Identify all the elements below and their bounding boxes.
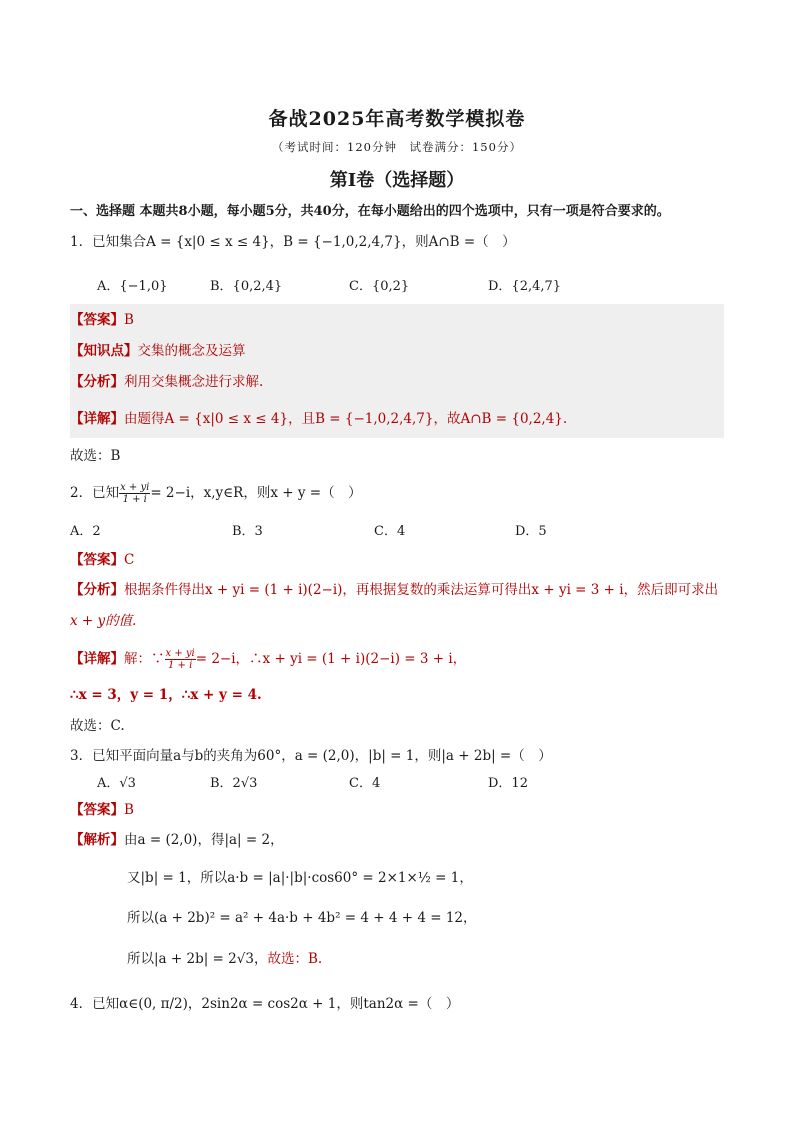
q1-answer-value: B	[124, 312, 134, 328]
q4-stem: 4．已知α∈(0, π/2)，2sin2α = cos2α + 1，则tan2α =（ ）	[70, 996, 460, 1012]
q1-detail-text: 由题得A = {x|0 ≤ x ≤ 4}，且B = {−1,0,2,4,7}，故A∩B = {0,2,4}.	[124, 411, 568, 427]
answer-tag: 【答案】	[70, 312, 124, 328]
q2-detail-start: 解：∵	[124, 651, 165, 667]
section-intro: 一、选择题 本题共8小题，每小题5分，共40分，在每小题给出的四个选项中，只有一项是符合要求的。	[70, 204, 670, 219]
q2-analysis-text: 根据条件得出x + yi = (1 + i)(2−i)，再根据复数的乘法运算可得出x + yi = 3 + i，然后即可求出	[124, 582, 719, 598]
volume-title: 第Ⅰ卷（选择题）	[329, 170, 465, 191]
q1-option-a: A．{−1,0}	[97, 279, 168, 294]
q3-stem: 3．已知平面向量a与b的夹角为60°，a = (2,0)，|b| = 1，则|a + 2b| =（ ）	[70, 748, 552, 764]
q3-option-b: B．2√3	[210, 776, 258, 791]
exam-title: 备战2025年高考数学模拟卷	[268, 108, 526, 130]
q3-solution-1	[70, 830, 284, 850]
q2-option-c: C．4	[374, 524, 406, 539]
q2-option-d: D．5	[515, 524, 547, 539]
q2-answer-value: C	[124, 552, 135, 568]
q2-choice: 故选：C.	[70, 718, 125, 734]
q2-stem-start: 2．已知	[70, 485, 120, 501]
q2-fraction	[119, 482, 150, 505]
solution-tag: 【解析】	[70, 832, 124, 848]
q2-stem	[70, 482, 362, 505]
q2-stem-end: = 2−i，x,y∈R，则x + y =（ ）	[150, 485, 362, 501]
q1-detail	[70, 409, 567, 429]
q3-solution-4-text: 所以|a + 2b| = 2√3，	[127, 951, 268, 967]
exam-subtitle: （考试时间：120分钟 试卷满分：150分）	[272, 140, 522, 154]
analysis-tag: 【分析】	[70, 582, 124, 598]
q2-detail-fraction-numerator: x + yi	[165, 648, 195, 659]
q2-detail-fraction	[165, 648, 196, 671]
q1-option-c: C．{0,2}	[349, 279, 410, 294]
q3-option-d: D．12	[488, 776, 528, 791]
q3-solution-4-choice: 故选：B.	[267, 951, 323, 967]
q3-solution-2: 又|b| = 1，所以a·b = |a|·|b|·cos60° = 2×1×½ = 1，	[127, 870, 473, 886]
analysis-tag: 【分析】	[70, 374, 124, 390]
q3-solution-4	[127, 949, 322, 969]
q1-analysis	[70, 372, 263, 392]
detail-tag: 【详解】	[70, 651, 124, 667]
q1-choice: 故选：B	[70, 448, 121, 464]
q3-solution-3: 所以(a + 2b)² = a² + 4a·b + 4b² = 4 + 4 + 4 = 12，	[127, 910, 477, 926]
q2-option-a: A．2	[70, 524, 101, 539]
answer-tag: 【答案】	[70, 552, 124, 568]
q2-analysis-cont: x + y的值.	[70, 613, 137, 629]
q3-option-c: C．4	[349, 776, 381, 791]
knowledge-tag: 【知识点】	[70, 343, 138, 359]
q2-detail-conclusion: ∴x = 3，y = 1，∴x + y = 4.	[70, 687, 262, 703]
answer-tag: 【答案】	[70, 802, 124, 818]
detail-tag: 【详解】	[70, 411, 124, 427]
q1-stem: 1．已知集合A = {x|0 ≤ x ≤ 4}，B = {−1,0,2,4,7}，则A∩B =（ ）	[70, 234, 516, 250]
q1-option-b: B．{0,2,4}	[210, 279, 283, 294]
q3-option-a: A．√3	[97, 776, 136, 791]
q2-detail-fraction-denominator: 1 + i	[167, 660, 193, 671]
q2-fraction-numerator: x + yi	[120, 482, 150, 493]
q2-detail-end: = 2−i，∴x + yi = (1 + i)(2−i) = 3 + i，	[195, 651, 467, 667]
q3-answer	[70, 800, 134, 820]
q2-analysis	[70, 580, 718, 600]
q1-option-d: D．{2,4,7}	[488, 279, 562, 294]
q2-answer	[70, 550, 134, 570]
q1-knowledge-point	[70, 341, 246, 361]
q2-fraction-denominator: 1 + i	[122, 494, 147, 505]
q1-analysis-text: 利用交集概念进行求解.	[124, 374, 264, 390]
q3-solution-1-text: 由a = (2,0)，得|a| = 2，	[124, 832, 284, 848]
q2-option-b: B．3	[232, 524, 263, 539]
q1-knowledge-text: 交集的概念及运算	[137, 343, 246, 359]
q1-answer	[70, 310, 134, 330]
q2-detail	[70, 648, 466, 671]
q3-answer-value: B	[124, 802, 134, 818]
